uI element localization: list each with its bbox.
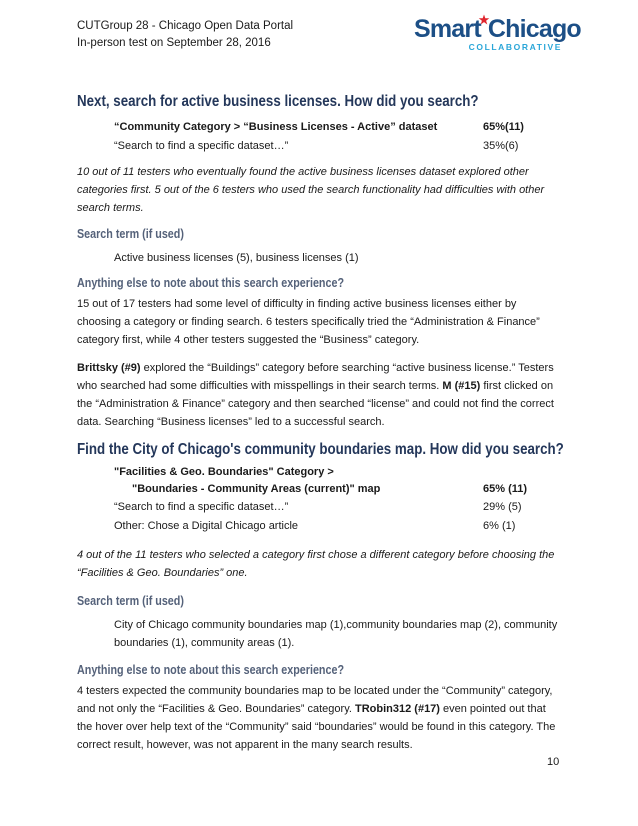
star-icon (478, 14, 490, 26)
section2-summary: 4 out of the 11 testers who selected a category first chose a different category before choosing the “Facilities & Geo. Boundaries” one. (77, 549, 555, 579)
result-value: 65%(11) (483, 121, 524, 133)
logo-smart-text: Smart (414, 15, 481, 43)
document-header (77, 18, 293, 52)
notes-text: explored the “Buildings” category before searching “active business license.” Testers who searched had some difficulties with misspellings in their search terms. (77, 362, 554, 392)
section1-heading: Next, search for active business licenses. How did you search? (77, 93, 479, 110)
section2-result-row (77, 481, 563, 498)
tester-name: Brittsky (#9) (77, 362, 141, 374)
section1-result-row (77, 137, 563, 156)
result-value: 6% (1) (483, 520, 516, 532)
section2-notes-paragraph (77, 682, 563, 754)
section2-heading: Find the City of Chicago's community boundaries map. How did you search? (77, 441, 564, 458)
section1-notes-paragraph1: 15 out of 17 testers had some level of difficulty in finding active business licenses either by choosing a category or finding search. 6 testers specifically tried the “Administration & Finance” category first, while 4 other testers suggested the “Business” category. (77, 298, 540, 346)
result-value: 65% (11) (483, 483, 528, 495)
tester-name: M (#15) (442, 380, 481, 392)
section1-result-row (77, 118, 563, 137)
section2-result-row (77, 498, 563, 517)
logo-chicago-text: Chicago (487, 15, 581, 43)
notes-text: first clicked on the “Administration & Finance” category and then searched “license” and could not find the correct data. Searching “Business licenses” led to a successful search. (77, 380, 554, 428)
section1-notes-paragraph2 (77, 359, 563, 431)
section1-notes-heading: Anything else to note about this search experience? (77, 276, 345, 290)
section2-result-category-line1: "Facilities & Geo. Boundaries" Category > (114, 466, 334, 478)
page-number: 10 (547, 756, 560, 768)
section2-result-row (77, 517, 563, 536)
section1-search-term-heading: Search term (if used) (77, 227, 184, 241)
section1-summary: 10 out of 11 testers who eventually found the active business licenses dataset explored other categories first. 5 out of the 6 testers who used the search functionality had difficulties with other search terms. (77, 166, 545, 214)
section2-search-terms: City of Chicago community boundaries map (1),community boundaries map (2), community boundaries (1), community areas (1). (114, 619, 558, 649)
result-value: 29% (5) (483, 501, 522, 513)
section2-search-term-heading: Search term (if used) (77, 594, 184, 608)
header-title: CUTGroup 28 - Chicago Open Data Portal (77, 20, 294, 32)
page-content (77, 92, 563, 754)
result-label: “Community Category > “Business Licenses - Active” dataset (114, 121, 438, 133)
logo-collaborative-text: COLLABORATIVE (468, 42, 562, 52)
tester-name: TRobin312 (#17) (355, 703, 440, 715)
notes-text: 4 testers expected the community boundaries map to be located under the “Community” category, and not only the “Facilities & Geo. Boundaries” category. (77, 685, 553, 715)
result-value: 35%(6) (483, 140, 519, 152)
result-label: "Boundaries - Community Areas (current)" map (132, 483, 381, 495)
smart-chicago-logo (414, 15, 581, 52)
header-subtitle: In-person test on September 28, 2016 (77, 37, 271, 49)
section2-notes-heading: Anything else to note about this search experience? (77, 663, 345, 677)
section1-search-terms: Active business licenses (5), business licenses (1) (114, 252, 359, 264)
result-label: “Search to find a specific dataset…” (114, 501, 289, 513)
notes-text: even pointed out that the hover over help text of the “Community” said “boundaries” would be found in this category. The correct result, however, was not apparent in the many search results. (77, 703, 556, 751)
result-label: Other: Chose a Digital Chicago article (114, 520, 299, 532)
result-label: “Search to find a specific dataset…” (114, 140, 289, 152)
